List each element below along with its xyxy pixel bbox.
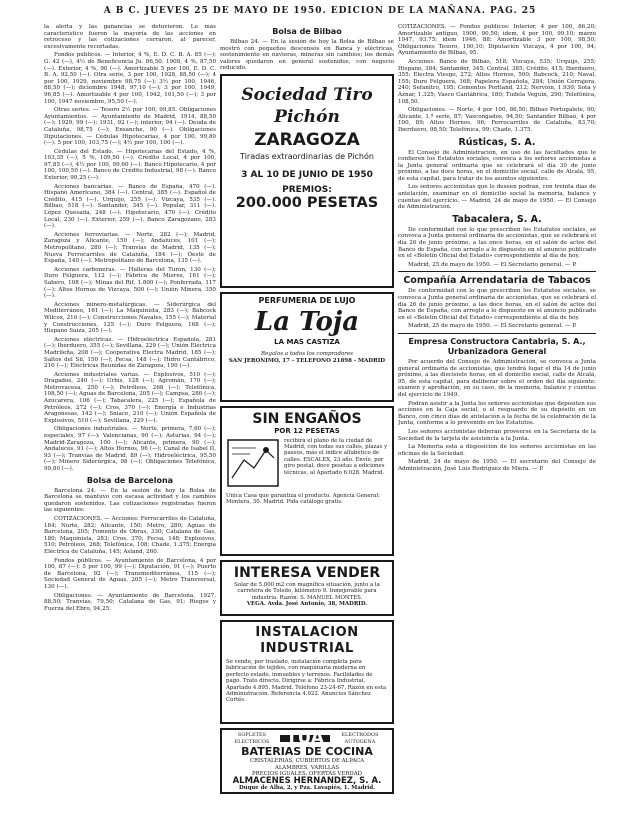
right-column [398, 24, 596, 474]
right-paragraph-8: De conformidad con lo que prescriben los Estatutos sociales, se convoca a Junta general ordinaria de accionistas, que se celebrará el día 26 de junio próximo, a las doce horas, en el salón de actos del Banco de España, con arreglo a lo dispuesto en el anuncio publicado en el «Boletín Oficial del Estado» correspondiente al día de hoy. [398, 288, 596, 321]
tua-ad-store: ALMACENES HERNANDEZ, S. A. [232, 775, 382, 786]
rusticas-heading: Rústicas, S. A. [458, 136, 536, 148]
tua-ad-title: BATERIAS DE COCINA [241, 745, 373, 759]
tiro-ad-dates: 3 AL 10 DE JUNIO DE 1950 [241, 169, 373, 180]
bilbao-heading: Bolsa de Bilbao [272, 27, 342, 36]
right-paragraph-1: COTIZACIONES. — Fondos públicos: Interior, 4 por 100, 86,20; Amortizable antiguo, 1900, 90,50; idem, 4 por 100, 99,10; marzo 1947, 93,75; idem 1946, 88; Amortizable 3 por 100, 98,50; Obligaciones Tesoro, 100,10; Diputación Vizcaya, 4 por 100, 94; Ayuntamiento de Bilbao, 95. [398, 24, 596, 57]
instalacion-industrial-ad [220, 620, 394, 724]
tiro-pichon-ad [220, 74, 394, 288]
left-column [44, 24, 216, 614]
left-paragraph-15: Obligaciones. — Ayuntamiento de Barcelona, 1927, 88,50; Tranvías, 79,50; Catalana de Gas, 91; Riegos y Fuerza del Ebro, 94,25. [44, 592, 216, 612]
tiro-ad-society: Sociedad Tiro Pichón [241, 84, 373, 127]
left-paragraph-7: Acciones carboneras. — Hulleras del Turón, 130 (—); Duro Felguera, 112 (—); Fábrica de Mieres, 161 (—); Sabero, 108 (—); Minas del Rif, 1.800 (—); Ponferrada, 117 (—); Altos Hornos de Vizcaya, 500 (—); Unión Minera, 350 (—). [44, 266, 216, 300]
left-paragraph-11: Obligaciones industriales. — Norte, primera, 7,60 (—); especiales, 97 (—); Valencianas, 90 (—); Asturias, 94 (—); Madrid-Zaragoza, 100 (—); Alicante, primera, 90 (—); Andaluces, 91 (—); Altos Hornos, 96 (—); Canal de Isabel II, 93 (—); Tranvías de Madrid, 89 (—); Hidroeléctrica, 95,50 (—); Minero Siderúrgica, 98 (—); Obligaciones Telefónica, 99,80 (—). [44, 426, 216, 472]
tua-logo: TUA [280, 735, 330, 742]
right-paragraph-9: Madrid, 25 de mayo de 1950. — El Secretario general. — P. [408, 323, 577, 330]
tiro-ad-prize-amount: 200.000 PESETAS [235, 195, 379, 212]
tiro-ad-subtitle: Tiradas extraordinarias de Pichón [240, 151, 374, 161]
la-toja-logo: La Toja [254, 306, 360, 337]
left-paragraph-8: Acciones minero-metalúrgicas. — Siderúrgica del Mediterráneo, 161 (—); La Maquinista, 283 (—); Babcock Wilcox, 210 (—); Construcciones Navales, 155 (—); Material y Construcciones, 125 (—); Duro Felguera, 168 (—); Hispano Suiza, 205 (—). [44, 301, 216, 335]
page-header: A B C. JUEVES 25 DE MAYO DE 1950. EDICION DE LA MAÑANA. PAG. 25 [103, 6, 537, 16]
map-illustration-icon [226, 438, 280, 488]
toja-ad-note: Regalos a todos los compradores [260, 351, 353, 358]
toja-ad-address: SAN JERONIMO, 17 - TELEFONO 21898 - MADRID [228, 357, 386, 364]
inst-ad-title: INSTALACION INDUSTRIAL [255, 624, 359, 656]
sin-ad-title: SIN ENGAÑOS [252, 410, 362, 427]
divider [398, 333, 596, 334]
left-paragraph-6: Acciones ferroviarias. — Norte, 282 (—); Madrid, Zaragoza y Alicante, 150 (—); Andaluces, 101 (—); Metropolitano, 280 (—); Tranvías de Madrid, 135 (—); Nueva Ferrocarriles de Cataluña, 184 (—); Oeste de España, 140 (—). Metropolitano de Barcelona, 135 (—). [44, 231, 216, 265]
left-paragraph-4: Cédulas del Estado. — Hipotecarias del Estado, 4 %, 103,35 (—), 5 %, 109,50 (—). Crédito Local, 4 por 100, 97,85 (—), 4½ por 100, 99,60 (—). Banco Hipotecario, 4 por 100, 100,50 (—). Banco de Crédito Industrial, 98 (—). Banco Exterior, 99,25 (—). [44, 148, 216, 182]
right-paragraph-11: Podrán asistir a la Junta los señores accionistas que depositen sus acciones en la Caja social, o el resguardo de su depósito en un Banco, con cinco días de antelación a la fecha de la celebración de la Junta, conforme a lo prevenido en los Estatutos. [398, 400, 596, 427]
inst-ad-body: Se vende, por traslado, instalación completa para fabricación de tejidos, con maquinaria moderna en perfecto estado, inmuebles y terrenos. Facilidades de pago. Trato directo. Dirigirse a: Fábrica Industrial, Apartado 4.895. Madrid. Teléfono 23-24-67. Razón en esta Administración. Referencia 4.922. Anuncios Sánchez Cortés. [226, 658, 387, 704]
right-paragraph-12: Los señores accionistas deberán proveerse en la Secretaría de la Sociedad de la tarjeta de asistencia a la Junta. [398, 428, 596, 442]
left-paragraph-5: Acciones bancarias. — Banco de España, 470 (—). Hispano Americano, 384 (—). Central, 385 (—). Español de Crédito, 415 (—). Urquijo, 255 (—). Vizcaya, 535 (—). Bilbao, 518 (—). Santander, 345 (—). Popular, 311 (—). López Quesada, 248 (—). Hipotecario, 470 (—). Crédito Local, 230 (—). Exterior, 259 (—). Banco Zaragozano, 283 (—). [44, 183, 216, 230]
tua-ad-sub-3: PRECIOS IGUALES. OFERTAS VERDAD [252, 771, 362, 778]
tua-ad-left-label: SOPLETES ELECTRICOS [234, 731, 270, 745]
tiro-ad-prizes-label: PREMIOS: [282, 184, 332, 195]
left-paragraph-3: Otras series. — Tesoro 2½ por 100, 99,85. Obligaciones Ayuntamientos. — Ayuntamiento de Madrid, 1914, 88,50 (—); 1929, 99 (—); 1931, 92 (—); interior, 94 (—). Deuda de Cataluña, 98,75 (—); Ensanche, 90 (—). Obligaciones Diputaciones. — Cédulas Hipotecarias, 4 por 100, 99,80 (—). 5 por 100, 103,75 (—); 4½ por 100, 100 (—). [44, 107, 216, 147]
toja-ad-heading: PERFUMERIA DE LUJO [258, 295, 356, 305]
left-paragraph-12: Barcelona 24. — En la sesión de hoy la Bolsa de Barcelona se mantuvo con escasa actividad y los cambios quedaron sostenidos. Las cotizaciones registradas fueron las siguientes: [44, 487, 216, 514]
tua-ad-right-label: ELECTRODOS AUTOGENA [341, 731, 379, 745]
right-paragraph-5: Los señores accionistas que lo deseen podrán, con treinta días de antelación, examinar en el domicilio social la memoria, balance y cuentas del ejercicio. — Madrid, 24 de mayo de 1950. — El Consejo de Administración. [398, 184, 596, 211]
sin-enganos-ad [220, 406, 394, 556]
cantabria-heading: Empresa Constructora Cantabria, S. A., Urbanizadora General [408, 336, 586, 356]
la-toja-ad [220, 292, 394, 402]
arrendataria-heading: Compañía Arrendataria de Tabacos [403, 275, 591, 287]
left-paragraph-10: Acciones industriales varias. — Explosivos, 510 (—); Dragados, 240 (—); Urbis, 128 (—); Agromán, 170 (—); Metrovacesa, 250 (—); Petróleos, 268 (—); Telefónica, 108,50 (—); Aguas de Barcelona, 205 (—); Campsa, 280 (—); Azucarera, 106 (—); Tabacalera, 225 (—); Española de Petróleos, 272 (—); Cros, 370 (—); Energía e Industrias Aragonesas, 142 (—); Sniace, 210 (—); Unión Española de Explosivos, 510 (—); Sevillana, 229 (—). [44, 371, 216, 424]
tua-ad-address: Duque de Alba, 2, y Pza. Lavapiés, 1. Madrid. [239, 784, 375, 791]
tiro-ad-city: ZARAGOZA [254, 129, 360, 150]
right-paragraph-4: El Consejo de Administración, en uso de las facultades que le confieren los Estatutos sociales, convoca a los señores accionistas a la Junta general ordinaria que se celebrará el día 30 de junio próximo, a las doce horas, en el domicilio social, calle de Alcalá, 95, de esta capital, para tratar de los asuntos siguientes. [398, 149, 596, 182]
int-ad-title: INTERESA VENDER [233, 564, 381, 581]
divider [398, 271, 596, 272]
tua-ad-sub-2: ALAMBRES, VARILLAS [274, 764, 340, 771]
right-paragraph-7: Madrid, 25 de mayo de 1950. — El Secretario general. — P. [408, 261, 577, 268]
left-paragraph-13: COTIZACIONES. — Acciones: Ferrocarriles de Cataluña, 184; Norte, 282; Alicante, 150; Metro, 280; Aguas de Barcelona, 205; Fomento de Obras, 330; Catalana de Gas, 180; Maquinista, 283; Cros, 370; Fecsa, 148; Explosivos, 510; Petróleos, 268; Telefónica, 108; Chade, 1.375; Energía Eléctrica de Cataluña, 145; Asland, 260. [44, 515, 216, 555]
sin-ad-footer: Unica Casa que garantiza el producto. Agencia General: Montera, 30. Madrid. Pida catálogo gratis. [226, 492, 380, 505]
barcelona-heading: Bolsa de Barcelona [86, 475, 174, 485]
left-paragraph-9: Acciones eléctricas. — Hidroeléctrica Española, 281 (—); Iberduero, 355 (—); Sevillana, 229 (—); Unión Eléctrica Madrileña, 208 (—); Cooperativa Electra Madrid, 185 (—); Saltos del Sil, 150 (—); Fecsa, 148 (—); Hidro Cantábrico, 210 (—); Eléctricas Reunidas de Zaragoza, 190 (—). [44, 336, 216, 370]
left-paragraph-1: la alerta y las ganancias se detuvieron. Lo más característico fueron la mayoría de las acciones en retroceso y las cotizaciones cerraron, al parecer, excesivamente recortadas. [44, 24, 216, 50]
sin-ad-price: POR 12 PESETAS [274, 426, 340, 435]
right-paragraph-14: Madrid, 24 de mayo de 1950. — El secretario del Consejo de Administración, José Luis Rodríguez de Miera. — P. [398, 459, 596, 472]
almacenes-hernandez-ad [220, 728, 394, 794]
tabacalera-heading: Tabacalera, S. A. [452, 213, 542, 225]
right-paragraph-2: Acciones: Banco de Bilbao, 518; Vizcaya, 535; Urquijo, 255; Hispano, 384; Santander, 345; Central, 385; Crédito, 415; Iberduero, 355; Electra Viesgo, 272; Altos Hornos, 500; Babcock, 210; Naval, 155; Duro Felguera, 168; Papelera Española, 284; Unión Cerrajera, 240; Sefanitro, 195; Cementos Portland, 212; Nervión, 1.930; Sota y Aznar, 1.325; Vasco Cantábrica, 180; Tudela Veguín, 290; Telefónica, 108,50. [398, 58, 596, 105]
toja-ad-tagline: LA MAS CASTIZA [274, 337, 340, 346]
bilbao-paragraph: Bilbao 24. — En la sesión de hoy la Bolsa de Bilbao se mostró con pequeños descensos en Banca y eléctricas, sostenimiento en navieras, mineras sin cambios; los demás valores quedaron en general sostenidos, con negocio reducido. [220, 39, 394, 72]
tua-ad-sub-1: CRISTALERIAS, CUBIERTOS DE ALPACA [249, 758, 365, 765]
int-ad-body: Solar de 5.000 m2 con magnífica situación, junto a la carretera de Toledo, kilómetro 9. Inmejorable para industria. Razón: S. MANUEL MONTES. [234, 581, 380, 601]
int-ad-caption: VEGA. Avda. José Antonio, 38, MADRID. [246, 601, 368, 608]
sin-ad-body: recibirá el plano de la ciudad de Madrid, con todas sus calles, plazas y paseos, más el índice alfabético de calles. ESCALEX, 23 año. Envíe, por giro postal, doce pesetas a ediciones técnicas, al Apartado 6.028. Madrid. [284, 437, 388, 476]
interesa-vender-ad [220, 560, 394, 616]
right-paragraph-6: De conformidad con lo que prescriben los Estatutos sociales, se convoca a Junta general ordinaria de accionistas, que se celebrará el día 26 de junio próximo, a las once horas, en el salón de actos del Banco de España, con arreglo a lo dispuesto en el anuncio publicado en el «Boletín Oficial del Estado» correspondiente al día de hoy. [398, 226, 596, 260]
left-paragraph-14: Fondos públicos. — Ayuntamiento de Barcelona, 4 por 100, 87 (—); 5 por 100, 99 (—); Diputación, 91 (—); Puerto de Barcelona, 92 (—); Transmediterránea, 115 (—); Sociedad General de Aguas, 205 (—); Metro Transversal, 130 (—). [44, 557, 216, 590]
middle-column [220, 24, 394, 798]
right-paragraph-13: La Memoria está a disposición de los señores accionistas en las oficinas de la Sociedad. [398, 444, 596, 457]
right-paragraph-10: Por acuerdo del Consejo de Administración, se convoca a Junta general ordinaria de accionistas, que tendrá lugar el día 14 de junio próximo, a las diecisiete horas, en el domicilio social, calle de Alcalá, 95, de esta capital, para deliberar sobre el orden del día siguiente: examen y aprobación, en su caso, de la memoria, balance y cuentas del ejercicio de 1949. [398, 358, 596, 398]
left-paragraph-2: Fondos públicos. — Interior, 4 %, E. D. C. B. A. 85 (—); G. 42 (—), 4½ de Beneficencia Ju. 86,50. 1908, 4 %, 87,50 (—). Exterior, 4 %, 90 (—). Amortizable 5 por 100, E. D. C. B. A. 92,50 (—). Otra serie, 3 por 100, 1928, 88,50 (—); 4 por 100, 1929, noviembre 98,75 (—); 3½ por 100, 1946, 88,50 (—); diciembre 1948, 97,10 (—); 3 por 100, 1949, 96,85 (—). Amortizable 4 por 100, 1942, 101,50 (—); 3 por 100, 1947 noviembre, 95,50 (—). [44, 52, 216, 105]
right-paragraph-3: Obligaciones. — Norte, 4 por 100, 86,50; Bilbao Portugalete, 90; Alicante, 1.ª serie, 87; Vascongados, 94,50; Santander Bilbao, 4 por 100, 89; Altos Hornos, 96; Ferrocarriles de Cataluña, 83,70; Iberduero, 98,50; Telefónica, 99; Chade, 1.375. [398, 107, 596, 133]
